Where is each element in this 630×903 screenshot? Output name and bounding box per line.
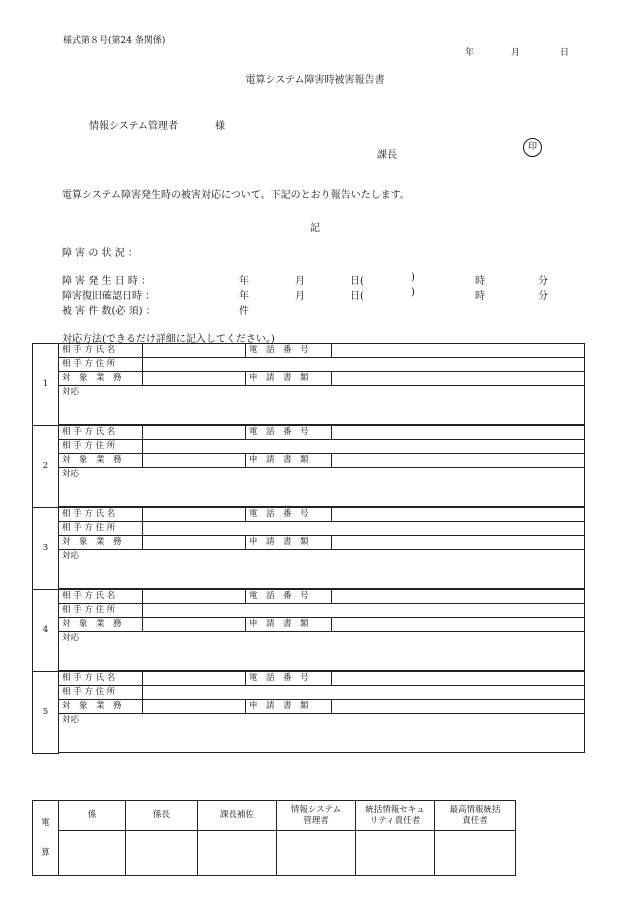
occurrence-day: 日(	[350, 276, 364, 287]
counterparty-address-label: 相 手 方 住 所	[59, 440, 143, 454]
case-row-name	[33, 344, 585, 358]
target-business-label: 対 象 業 務	[59, 536, 143, 550]
occurrence-minute: 分	[538, 276, 548, 287]
case-row-address	[33, 522, 585, 536]
counterparty-address-field[interactable]	[143, 522, 585, 536]
response-label: 対応	[62, 633, 80, 643]
occurrence-year: 年	[239, 276, 249, 287]
phone-field[interactable]	[332, 590, 585, 604]
approval-col-system-admin: 情報システム 管理者	[277, 801, 356, 831]
approval-col-kacho-hosa: 課長補佐	[198, 801, 277, 831]
counterparty-address-field[interactable]	[143, 686, 585, 700]
phone-label: 電 話 番 号	[246, 344, 332, 358]
approval-stamp-box[interactable]	[198, 831, 277, 876]
counterparty-name-field[interactable]	[143, 672, 246, 686]
case-row-response	[33, 550, 585, 589]
counterparty-name-label: 相 手 方 氏 名	[59, 508, 143, 522]
form-number: 様式第８号(第24 条関係)	[63, 36, 166, 46]
phone-field[interactable]	[332, 344, 585, 358]
recovery-month: 月	[295, 291, 305, 302]
counterparty-name-label: 相 手 方 氏 名	[59, 590, 143, 604]
recovery-year: 年	[239, 291, 249, 302]
san-label: 算	[41, 848, 50, 858]
counterparty-address-field[interactable]	[143, 440, 585, 454]
approval-stamp-box[interactable]	[126, 831, 198, 876]
target-business-field[interactable]	[143, 700, 246, 714]
phone-label: 電 話 番 号	[246, 426, 332, 440]
case-row-business	[33, 454, 585, 468]
approval-col-security-officer: 統括情報セキュ リティ責任者	[356, 801, 435, 831]
phone-label: 電 話 番 号	[246, 672, 332, 686]
approval-stamp-box[interactable]	[435, 831, 516, 876]
occurrence-label: 障 害 発 生 日 時 ：	[62, 276, 152, 287]
counterparty-address-label: 相 手 方 住 所	[59, 522, 143, 536]
approval-table	[32, 800, 516, 876]
approval-stamp-box[interactable]	[277, 831, 356, 876]
den-label: 電	[41, 818, 50, 828]
response-field[interactable]	[59, 632, 585, 671]
target-business-label: 対 象 業 務	[59, 454, 143, 468]
counterparty-name-field[interactable]	[143, 344, 246, 358]
situation-label: 障 害 の 状 況 ：	[62, 248, 138, 259]
date-day-label: 日	[560, 48, 570, 58]
target-business-field[interactable]	[143, 536, 246, 550]
target-business-field[interactable]	[143, 618, 246, 632]
case-row-name	[33, 508, 585, 522]
application-document-field[interactable]	[332, 454, 585, 468]
method-label: 対応方法(できるだけ詳細に記入してください。)	[62, 334, 275, 345]
case-row-name	[33, 426, 585, 440]
ki-heading: 記	[310, 223, 320, 234]
response-field[interactable]	[59, 550, 585, 589]
case-row-response	[33, 386, 585, 425]
response-label: 対応	[62, 551, 80, 561]
case-row-response	[33, 468, 585, 507]
application-document-field[interactable]	[332, 536, 585, 550]
honorific: 様	[215, 121, 225, 132]
counterparty-address-label: 相 手 方 住 所	[59, 686, 143, 700]
document-title: 電算システム障害時被害報告書	[245, 75, 385, 86]
application-document-label: 申 請 書 類	[246, 372, 332, 386]
occurrence-hour: 時	[475, 276, 485, 287]
approval-col-kakaricho: 係長	[126, 801, 198, 831]
recovery-label: 障害復旧確認日時 ：	[62, 291, 156, 302]
recovery-day: 日(	[350, 291, 364, 302]
target-business-label: 対 象 業 務	[59, 372, 143, 386]
date-month-label: 月	[511, 48, 521, 58]
response-label: 対応	[62, 469, 80, 479]
response-field[interactable]	[59, 386, 585, 425]
occurrence-month: 月	[295, 276, 305, 287]
phone-field[interactable]	[332, 508, 585, 522]
counterparty-name-label: 相 手 方 氏 名	[59, 672, 143, 686]
target-business-label: 対 象 業 務	[59, 700, 143, 714]
case-row-address	[33, 440, 585, 454]
application-document-field[interactable]	[332, 372, 585, 386]
occurrence-paren: )	[411, 272, 415, 283]
counterparty-name-field[interactable]	[143, 426, 246, 440]
application-document-label: 申 請 書 類	[246, 700, 332, 714]
case-row-business	[33, 536, 585, 550]
phone-field[interactable]	[332, 426, 585, 440]
target-business-label: 対 象 業 務	[59, 618, 143, 632]
counterparty-address-field[interactable]	[143, 358, 585, 372]
approval-col-kakari: 係	[59, 801, 126, 831]
damage-count-label: 被 害 件 数(必 須) ：	[62, 306, 156, 317]
case-row-address	[33, 604, 585, 618]
response-field[interactable]	[59, 714, 585, 753]
case-row-business	[33, 372, 585, 386]
case-row-address	[33, 358, 585, 372]
case-row-business	[33, 700, 585, 714]
date-year-label: 年	[465, 48, 475, 58]
case-number: 1	[33, 344, 59, 426]
response-field[interactable]	[59, 468, 585, 507]
counterparty-name-label: 相 手 方 氏 名	[59, 344, 143, 358]
recovery-minute: 分	[538, 291, 548, 302]
case-row-response	[33, 714, 585, 753]
approval-stamp-box[interactable]	[59, 831, 126, 876]
approval-stamp-box[interactable]	[356, 831, 435, 876]
recovery-paren: )	[411, 287, 415, 298]
addressee: 情報システム管理者	[89, 121, 178, 132]
case-number: 5	[33, 672, 59, 754]
reporter-title: 課長	[377, 150, 397, 161]
application-document-label: 申 請 書 類	[246, 536, 332, 550]
damage-count-unit: 件	[239, 306, 249, 317]
phone-field[interactable]	[332, 672, 585, 686]
application-document-label: 申 請 書 類	[246, 454, 332, 468]
case-row-name	[33, 672, 585, 686]
case-number: 3	[33, 508, 59, 590]
phone-label: 電 話 番 号	[246, 590, 332, 604]
counterparty-name-field[interactable]	[143, 508, 246, 522]
recovery-hour: 時	[475, 291, 485, 302]
counterparty-address-label: 相 手 方 住 所	[59, 358, 143, 372]
case-row-address	[33, 686, 585, 700]
application-document-label: 申 請 書 類	[246, 618, 332, 632]
target-business-field[interactable]	[143, 454, 246, 468]
case-number: 4	[33, 590, 59, 672]
case-row-business	[33, 618, 585, 632]
counterparty-address-field[interactable]	[143, 604, 585, 618]
case-number: 2	[33, 426, 59, 508]
cases-table	[32, 343, 585, 754]
seal-mark: 印	[523, 138, 542, 157]
counterparty-name-label: 相 手 方 氏 名	[59, 426, 143, 440]
approval-col-cio: 最高情報統括 責任者	[435, 801, 516, 831]
response-label: 対応	[62, 715, 80, 725]
counterparty-address-label: 相 手 方 住 所	[59, 604, 143, 618]
phone-label: 電 話 番 号	[246, 508, 332, 522]
case-row-response	[33, 632, 585, 671]
application-document-field[interactable]	[332, 700, 585, 714]
intro-text: 電算システム障害発生時の被害対応について、下記のとおり報告いたします。	[62, 190, 410, 201]
response-label: 対応	[62, 387, 80, 397]
approval-den-san	[33, 801, 59, 876]
counterparty-name-field[interactable]	[143, 590, 246, 604]
target-business-field[interactable]	[143, 372, 246, 386]
application-document-field[interactable]	[332, 618, 585, 632]
case-row-name	[33, 590, 585, 604]
